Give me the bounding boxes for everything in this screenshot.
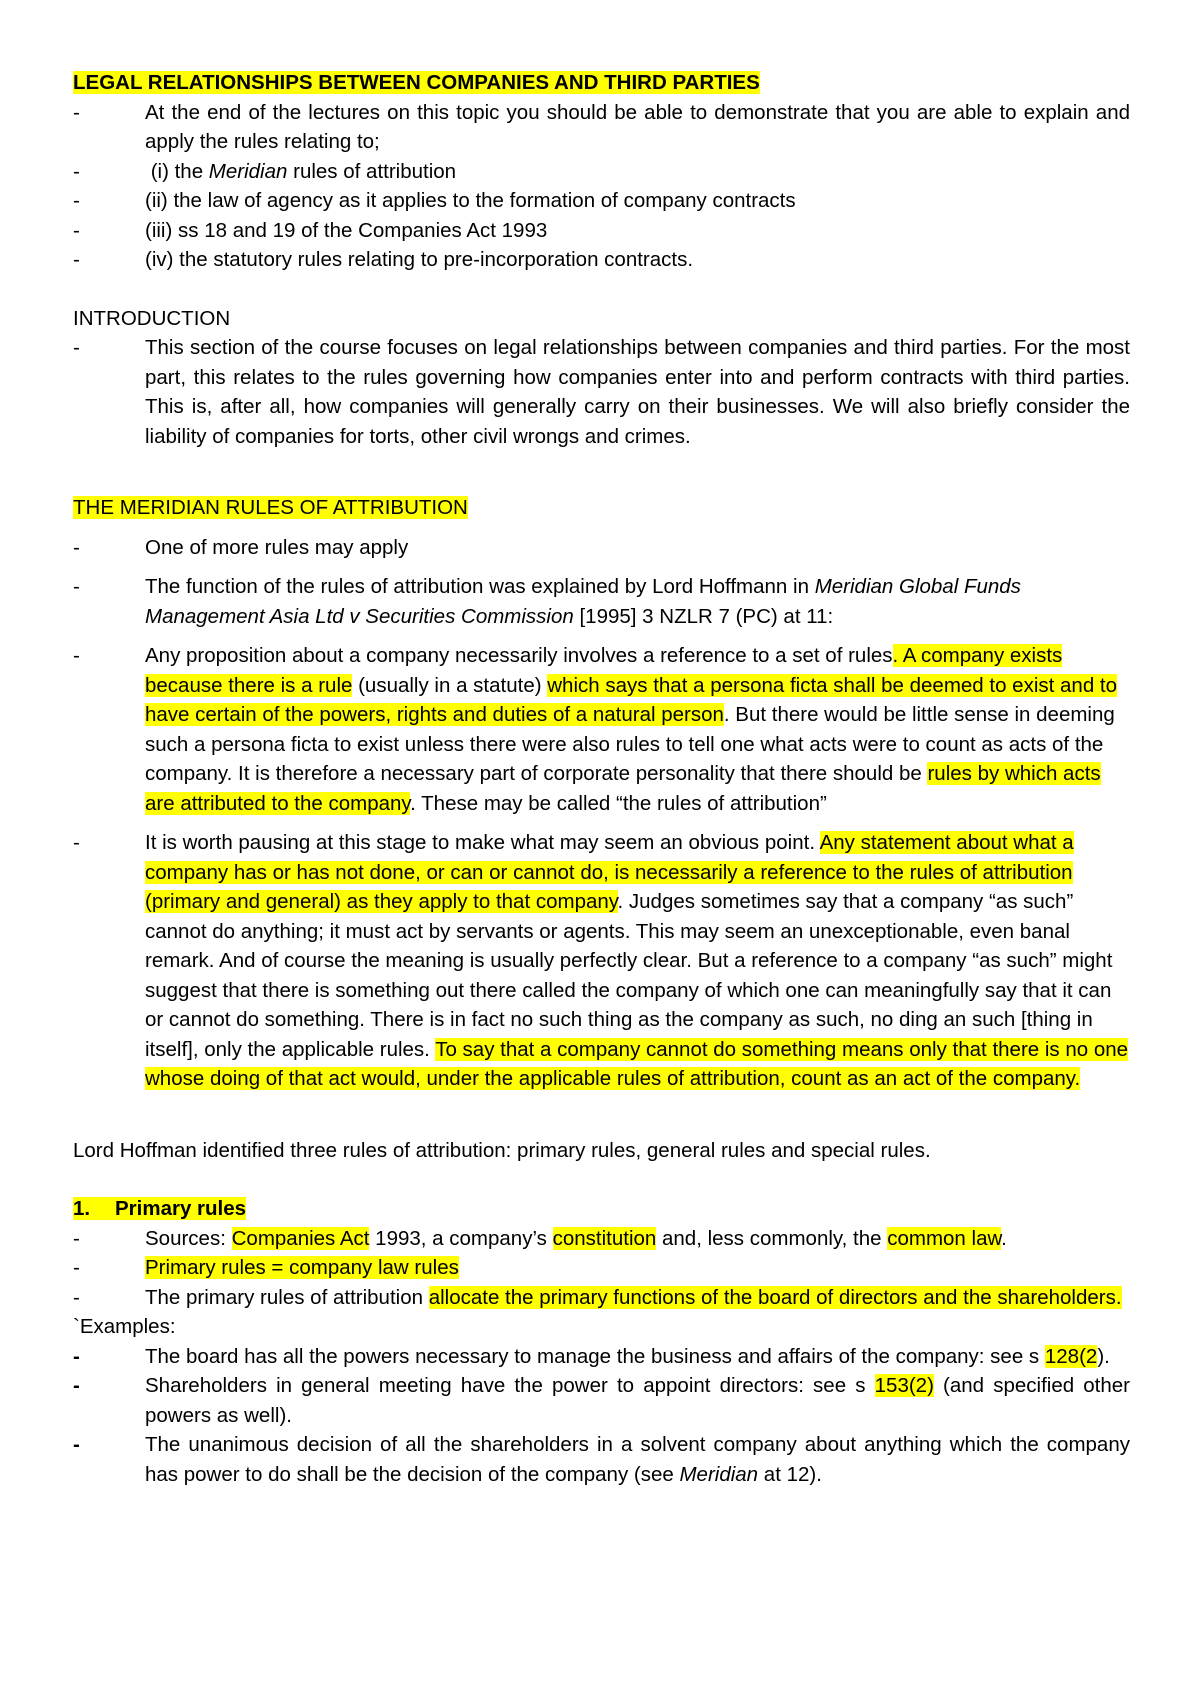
example-item [73,1371,1130,1430]
highlighted-text: Any statement about what a company has or has not done, or can or cannot do, is necessarily a reference to the rules of attribution (primary and general) as they apply to that company [145,831,1074,913]
section-heading-primary-rules: 1. Primary rules [73,1197,247,1220]
example-item [73,1342,1130,1372]
highlighted-text: 128(2 [1044,1344,1098,1368]
quote-paragraph [73,828,1130,1094]
text-run: ). [1097,1344,1110,1368]
objectives-list [73,98,1130,275]
hoffman-summary: Lord Hoffman identified three rules of attribution: primary rules, general rules and special rules. [73,1138,931,1162]
highlighted-text: rules by which acts are attributed to the company [145,762,1101,815]
text-run: Shareholders in general meeting have the power to appoint directors: see s [145,1374,875,1397]
highlighted-text: common law [887,1226,1002,1250]
text-run: and, less commonly, the [656,1226,888,1250]
list-item: - Primary rules = company law rules [73,1253,1130,1283]
text-run: The unanimous decision of all the shareholders in a solvent company about anything which the company has power to do shall be the decision of the company (see [145,1433,1130,1486]
text-run: Meridian [679,1462,759,1486]
document-title: LEGAL RELATIONSHIPS BETWEEN COMPANIES AND THIRD PARTIES [73,71,760,94]
list-item: - One of more rules may apply [73,533,1130,563]
list-item: - (iii) ss 18 and 19 of the Companies Act 1993 [73,216,1130,246]
highlighted-text: constitution [552,1226,657,1250]
list-item: - (iv) the statutory rules relating to pre-incorporation contracts. [73,245,1130,275]
list-item: - (ii) the law of agency as it applies to the formation of company contracts [73,186,1130,216]
text-run: Any proposition about a company necessarily involves a reference to a set of rules [145,644,893,667]
list-item: - At the end of the lectures on this topic you should be able to demonstrate that you are able to explain and apply the rules relating to; [73,98,1130,157]
section-heading-introduction: INTRODUCTION [73,306,231,330]
intro-list [73,333,1130,451]
list-item: - This section of the course focuses on legal relationships between companies and third parties. For the most part, this relates to the rules governing how companies enter into and perform contracts with third parties. This is, after all, how companies will generally carry on their businesses. We will also briefly consider the liability of companies for torts, other civil wrongs and crimes. [73,333,1130,451]
example-item [73,1430,1130,1489]
primary-rules-list [73,1224,1130,1313]
text-run: Sources: [145,1226,232,1250]
highlighted-text: which says that a persona ficta shall be deemed to exist and to have certain of the powers, rights and duties of a natural person [145,673,1118,726]
text-run: at 12). [758,1462,822,1486]
highlighted-text: . A company exists because there is a rule [145,644,1063,697]
text-run: The primary rules of attribution [145,1285,429,1309]
examples-label: `Examples: [73,1315,176,1338]
text-run: . Judges sometimes say that a company “as such” cannot do anything; it must act by servants or agents. This may seem an unexceptionable, even banal remark. And of course the meaning is usually perfectly clear. But a reference to a company “as such” might suggest that there is something out there called the company of which one can meaningfully say that it can or cannot do something. There is in fact no such thing as the company as such, no ding an such [thing in itself], only the applicable rules. [145,890,1113,1061]
examples-list [73,1342,1130,1490]
text-run: (and specified other powers as well). [145,1374,1130,1427]
quote-paragraph [73,641,1130,818]
highlighted-text: 153(2) [874,1374,934,1397]
text-run: (usually in a statute) [352,673,548,697]
list-item: - The function of the rules of attribution was explained by Lord Hoffmann in Meridian Global Funds Management Asia Ltd v Securities Commission [1995] 3 NZLR 7 (PC) at 11: [73,572,1130,631]
meridian-list [73,533,1130,1094]
text-run: . But there would be little sense in deeming such a persona ficta to exist unless there were also rules to tell one what acts were to count as acts of the company. It is therefore a necessary part of corporate personality that there should be [145,703,1115,785]
highlighted-text: To say that a company cannot do something means only that there is no one whose doing of that act would, under the applicable rules of attribution, count as an act of the company. [145,1037,1129,1090]
text-run: The board has all the powers necessary to manage the business and affairs of the company: see s [145,1344,1045,1368]
text-run: It is worth pausing at this stage to make what may seem an obvious point. [145,831,820,854]
list-item [73,1224,1130,1254]
section-heading-meridian: THE MERIDIAN RULES OF ATTRIBUTION [73,496,468,519]
highlighted-text: allocate the primary functions of the board of directors and the shareholders. [428,1285,1122,1309]
text-run: . These may be called “the rules of attribution” [410,791,827,815]
list-item [73,1283,1130,1313]
text-run: 1993, a company’s [369,1226,553,1250]
highlighted-text: Companies Act [231,1226,370,1250]
list-item: - (i) the Meridian rules of attribution [73,157,1130,187]
text-run: . [1001,1226,1007,1250]
